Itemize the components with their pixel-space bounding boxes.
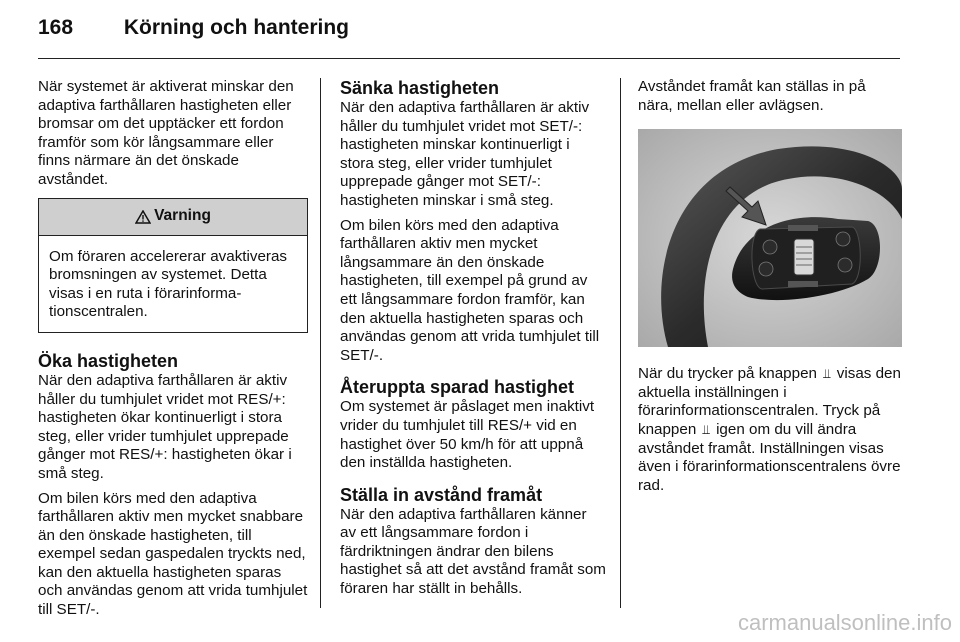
steering-wheel-photo <box>638 129 902 347</box>
section-heading-ateruppta: Återuppta sparad hastighet <box>340 377 575 398</box>
oka-paragraph-2: Om bilen körs med den adaptiva farthållaren aktiv men mycket snabbare än den önskade hastigheten, till exempel sedan gaspedalen tryckts ned, kan den aktuella hastigheten sparas och användas genom att vrida tumhjulet till SET/-. <box>38 489 308 619</box>
warning-box <box>38 198 308 333</box>
ateruppta-paragraph: Om systemet är påslaget men inaktivt vrider du tumhjulet till RES/+ vid en hastighet över 50 km/h för att uppnå den inställda hastigheten. <box>340 398 595 472</box>
column-2 <box>340 78 606 605</box>
column-divider <box>620 78 621 608</box>
sanka-paragraph-1: När den adaptiva farthållaren är aktiv håller du tumhjulet vridet mot SET/-: hastigheten minskar kontinuerligt i stora steg, eller vrider tumhjulet upprepade gånger mot SET/-: hastigheten minskar i små steg. <box>340 99 590 209</box>
distance-paragraph: Avståndet framåt kan ställas in på nära, mellan eller avlägsen. <box>638 78 866 114</box>
intro-paragraph: När systemet är aktiverat minskar den adaptiva farthållaren hastigheten eller bromsar om det upptäcker ett fordon framför som kör långsammare eller finns närmare än det önskade avståndet. <box>38 78 294 188</box>
header-divider <box>38 58 900 59</box>
page-title: Körning och hantering <box>123 16 349 39</box>
distance-button-icon: ⫫ <box>702 421 710 437</box>
section-heading-sanka: Sänka hastigheten <box>340 78 500 98</box>
oka-paragraph-1: När den adaptiva farthållaren är aktiv håller du tumhjulet vridet mot RES/+: hastigheten ökar kontinuerligt i stora steg, eller vrider tumhjulet upprepade gånger mot RES/+: hastigheten ökar i små steg. <box>38 371 292 482</box>
warning-title: Varning <box>154 207 211 225</box>
watermark: carmanualsonline.info <box>737 610 952 635</box>
column-3 <box>638 78 902 501</box>
column-1 <box>38 78 308 626</box>
column-divider <box>320 78 321 608</box>
button-paragraph: När du trycker på knappen ⫫ visas den aktuella inställningen i förarinformationscentralen. Tryck på knappen ⫫ igen om du vill ändra avståndet framåt. Inställningen visas även i förarinformationscentralens övre rad. <box>638 365 901 494</box>
distance-button-icon: ⫫ <box>823 366 831 382</box>
section-heading-stalla: Ställa in avstånd framåt <box>340 484 543 505</box>
warning-triangle-icon <box>135 210 151 224</box>
stalla-paragraph: När den adaptiva farthållaren känner av ett långsammare fordon i färdriktningen ändrar den bilens hastighet så att det avstånd framåt som föraren har ställt in behålls. <box>340 505 606 598</box>
section-heading-oka: Öka hastigheten <box>38 350 179 371</box>
page-header <box>38 16 349 40</box>
page-number: 168 <box>38 16 74 39</box>
warning-header <box>39 199 307 236</box>
warning-text: Om föraren accelererar avaktiveras bromsningen av systemet. Detta visas i en ruta i förarinforma-tionscentralen. <box>49 247 288 321</box>
sanka-paragraph-2: Om bilen körs med den adaptiva farthållaren aktiv men mycket långsammare än den önskade hastigheten, till exempel på grund av ett långsammare fordon framför, kan den aktuella hastigheten sparas och användas genom att vrida tumhjulet till SET/-. <box>340 216 600 364</box>
